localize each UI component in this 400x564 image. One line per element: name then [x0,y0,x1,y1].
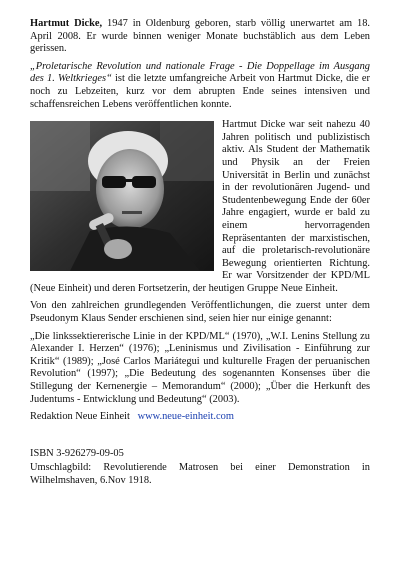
website-link[interactable]: www.neue-einheit.com [137,411,234,423]
isbn: ISBN 3-926279-09-05 [30,447,124,459]
last-work-title: „Proletarische Revolution und nationale Frage - Die Doppellage im Ausgang des 1. Weltkrieges“ [30,60,370,85]
cover-image-caption: Umschlagbild: Revolutierende Matrosen bei einer Demonstration in Wilhelmshaven, 6.Nov 1918. [30,462,370,486]
publications-list: „Die linkssektiererische Linie in der KPD/ML“ (1970), „W.I. Lenins Stellung zu Alexander I. Herzen“ (1976); „Leninismus und Zivilisation - Einführung zur Kritik“ (1989); „José Carlos Mariátegui und kulturelle Fragen der peruanischen Revolution“ (1997); „Die Bedeutung des sogenannten Konsenses über die Stillegung der Kernenergie – Memorandum“ (2000); „Über die Herkunft des Judentums - Entwicklung und Bedeutung“ (2003). [30,330,370,405]
last-work-text: ist die letzte umfangreiche Arbeit von Hartmut Dicke, die er noch zu Lebzeiten, kurz vor dem abrupten Ende seines intensiven und schaffensreichen Lebens veröffentlichen konnte. [30,73,370,110]
publications-intro: Von den zahlreichen grundlegenden Veröffentlichungen, die zuerst unter dem Pseudonym Klaus Sender erschienen sind, seien hier nur einige genannt: [30,300,370,325]
intro-text: 1947 in Oldenburg geboren, starb völlig unerwartet am 18. April 2008. Er wurde binnen weniger Monate buchstäblich aus dem Leben gerissen. [30,18,370,55]
biography-text: Hartmut Dicke war seit nahezu 40 Jahren politisch und publizistisch aktiv. Als Student der Mathematik und Physik an der Freien Universität in Berlin und zunächst in der revolutionären Jugend- und Studentenbewegung Ende der 60er Jahre engagiert, wurde er bald zu einem hervorragenden Repräsentanten der marxistischen, auf die proletarisch-revolutionäre Bewegung orientierten Richtung. Er war Vorsitzender der KPD/ML (Neue Einheit) und deren Fortsetzerin, der heutigen Gruppe Neue Einheit. [30,119,370,294]
author-name: Hartmut Dicke, [30,18,103,29]
biography-section [30,119,370,295]
last-work-paragraph [30,61,370,111]
intro-paragraph [30,18,370,56]
editor-label: Redaktion Neue Einheit [30,411,130,423]
author-portrait-photo [30,121,214,271]
portrait-illustration [30,121,214,271]
credit-line [30,411,370,424]
